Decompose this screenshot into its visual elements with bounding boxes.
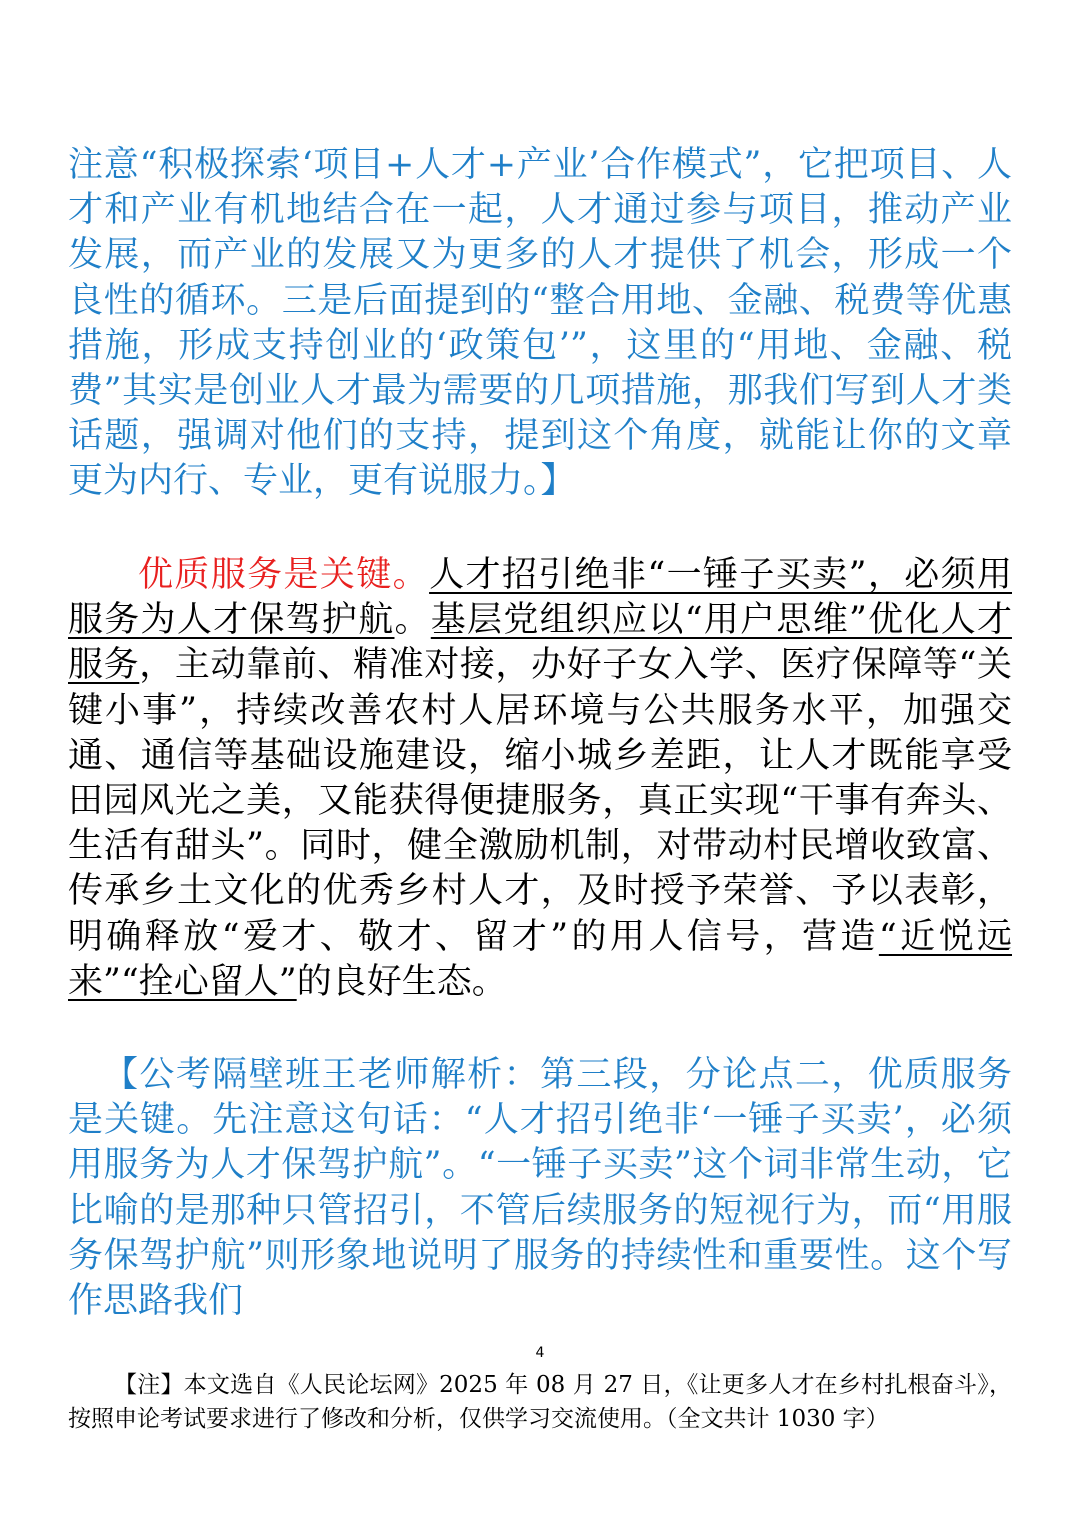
footnote-text: 【注】本文选自《人民论坛网》2025 年 08 月 27 日，《让更多人才在乡村扎根奋斗》，按照申论考试要求进行了修改和分析，仅供学习交流使用。（全文共计 1030 字） [68,1372,1012,1432]
body-paragraph-service [68,553,1012,1005]
underlined-sentence-1: 人才招引绝非“一锤子买卖”，必须用服务为人才保驾护航 [68,555,1012,641]
body-tail: 的良好生态。 [296,961,507,1002]
underlined-sentence-2: 基层党组织应以“用户思维”优化人才服务 [68,600,1012,686]
footnote [68,1368,1012,1436]
page-number: 4 [535,1345,545,1361]
analysis-text-1: 注意“积极探索‘项目+人才+产业’合作模式”，它把项目、人才和产业有机地结合在一起，人才通过参与项目，推动产业发展，而产业的发展又为更多的人才提供了机会，形成一个良性的循环。三是后面提到的“整合用地、金融、税费等优惠措施，形成支持创业的‘政策包’”，这里的“用地、金融、税费”其实是创业人才最为需要的几项措施，那我们写到人才类话题，强调对他们的支持，提到这个角度，就能让你的文章更为内行、专业，更有说服力。】 [68,145,1012,502]
body-text: ，主动靠前、精准对接，办好子女入学、医疗保障等“关键小事”，持续改善农村人居环境与公共服务水平，加强交通、通信等基础设施建设，缩小城乡差距，让人才既能享受田园风光之美，又能获得便捷服务，真正实现“干事有奔头、生活有甜头”。同时，健全激励机制，对带动村民增收致富、传承乡土文化的优秀乡村人才，及时授予荣誉、予以表彰，明确释放“爱才、敬才、留才”的用人信号，营造 [68,645,1012,957]
underlined-phrase-end: “近悦远来”“拴心留人” [68,916,1012,1002]
sentence-separator: 。 [394,600,431,641]
analysis-paragraph-2 [68,1053,1012,1324]
section-heading: 优质服务是关键。 [138,555,430,595]
analysis-paragraph-1 [68,143,1012,505]
analysis-text-2: 【公考隔壁班王老师解析：第三段，分论点二，优质服务是关键。先注意这句话：“人才招引绝非‘一锤子买卖’，必须用服务为人才保驾护航”。“一锤子买卖”这个词非常生动，它比喻的是那种只管招引，不管后续服务的短视行为，而“用服务保驾护航”则形象地说明了服务的持续性和重要性。这个写作思路我们 [68,1055,1012,1322]
